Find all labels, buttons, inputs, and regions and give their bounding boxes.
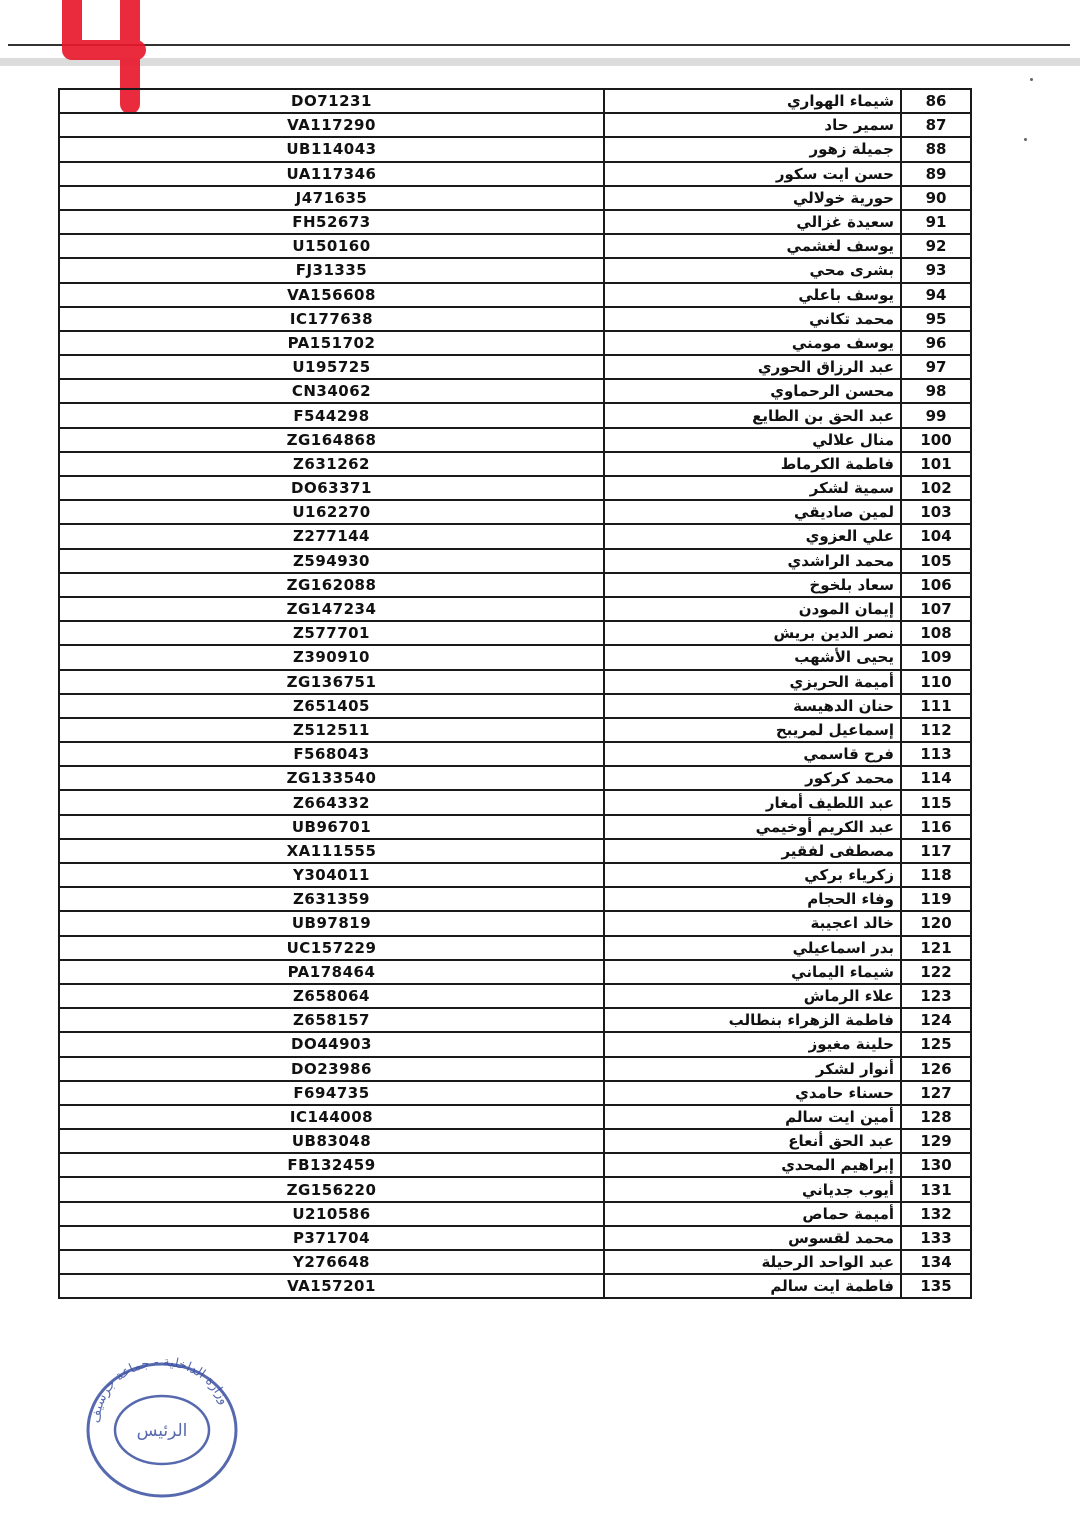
- table-row: [59, 936, 971, 960]
- table-row: [59, 428, 971, 452]
- number-cell: 113: [901, 742, 971, 766]
- table-row: [59, 573, 971, 597]
- table-row: [59, 1105, 971, 1129]
- number-cell: 103: [901, 500, 971, 524]
- id-cell: XA111555: [59, 839, 604, 863]
- table-row: [59, 694, 971, 718]
- name-cell: إبراهيم المحدي: [604, 1153, 901, 1177]
- id-cell: ZG156220: [59, 1177, 604, 1201]
- table-row: [59, 379, 971, 403]
- name-cell: عبد الحق بن الطايع: [604, 403, 901, 427]
- table-row: [59, 1129, 971, 1153]
- name-cell: أمين ايت سالم: [604, 1105, 901, 1129]
- name-cell: محمد تكاني: [604, 307, 901, 331]
- id-cell: FJ31335: [59, 258, 604, 282]
- name-cell: حسناء حامدي: [604, 1081, 901, 1105]
- table-row: [59, 137, 971, 161]
- name-cell: عبد الحق أنعاع: [604, 1129, 901, 1153]
- table-row: [59, 186, 971, 210]
- name-cell: وفاء الحجام: [604, 887, 901, 911]
- table-row: [59, 1008, 971, 1032]
- table-row: [59, 718, 971, 742]
- table-row: [59, 476, 971, 500]
- table-row: [59, 911, 971, 935]
- number-cell: 133: [901, 1226, 971, 1250]
- id-cell: Z631262: [59, 452, 604, 476]
- table-row: [59, 1250, 971, 1274]
- id-cell: Z277144: [59, 524, 604, 548]
- number-cell: 118: [901, 863, 971, 887]
- number-cell: 114: [901, 766, 971, 790]
- number-cell: 86: [901, 89, 971, 113]
- previous-page-rule: [8, 44, 1070, 46]
- id-cell: Z390910: [59, 645, 604, 669]
- id-cell: UB96701: [59, 815, 604, 839]
- id-cell: UA117346: [59, 162, 604, 186]
- number-cell: 90: [901, 186, 971, 210]
- name-cell: يوسف لغشمي: [604, 234, 901, 258]
- name-cell: شيماء الهواري: [604, 89, 901, 113]
- id-cell: VA156608: [59, 283, 604, 307]
- name-cell: بدر اسماعيلي: [604, 936, 901, 960]
- id-cell: F568043: [59, 742, 604, 766]
- id-cell: Z512511: [59, 718, 604, 742]
- number-cell: 91: [901, 210, 971, 234]
- table-row: [59, 670, 971, 694]
- speck: [1030, 78, 1033, 81]
- name-cell: خالد اعجيبة: [604, 911, 901, 935]
- name-cell: حورية خولالي: [604, 186, 901, 210]
- table-row: [59, 162, 971, 186]
- name-cell: شيماء اليماني: [604, 960, 901, 984]
- number-cell: 104: [901, 524, 971, 548]
- number-cell: 105: [901, 549, 971, 573]
- name-cell: أنوار لشكر: [604, 1057, 901, 1081]
- name-cell: يوسف مومني: [604, 331, 901, 355]
- id-cell: F544298: [59, 403, 604, 427]
- number-cell: 135: [901, 1274, 971, 1298]
- id-cell: DO71231: [59, 89, 604, 113]
- table-row: [59, 984, 971, 1008]
- id-cell: U162270: [59, 500, 604, 524]
- id-cell: VA157201: [59, 1274, 604, 1298]
- id-cell: Z658157: [59, 1008, 604, 1032]
- number-cell: 129: [901, 1129, 971, 1153]
- table-row: [59, 452, 971, 476]
- id-cell: J471635: [59, 186, 604, 210]
- table-row: [59, 355, 971, 379]
- id-cell: U195725: [59, 355, 604, 379]
- roster-body: [59, 89, 971, 1298]
- table-row: [59, 1057, 971, 1081]
- name-cell: سعيدة غزالي: [604, 210, 901, 234]
- number-cell: 130: [901, 1153, 971, 1177]
- id-cell: DO23986: [59, 1057, 604, 1081]
- id-cell: UB97819: [59, 911, 604, 935]
- number-cell: 128: [901, 1105, 971, 1129]
- number-cell: 111: [901, 694, 971, 718]
- table-row: [59, 863, 971, 887]
- table-row: [59, 89, 971, 113]
- table-row: [59, 258, 971, 282]
- id-cell: IC144008: [59, 1105, 604, 1129]
- table-row: [59, 960, 971, 984]
- number-cell: 134: [901, 1250, 971, 1274]
- number-cell: 98: [901, 379, 971, 403]
- stamp-center-text: الرئيس: [136, 1421, 188, 1441]
- table-row: [59, 645, 971, 669]
- table-row: [59, 331, 971, 355]
- table-row: [59, 1153, 971, 1177]
- number-cell: 87: [901, 113, 971, 137]
- official-stamp: [82, 1356, 244, 1506]
- name-cell: علي العزوي: [604, 524, 901, 548]
- number-cell: 125: [901, 1032, 971, 1056]
- number-cell: 124: [901, 1008, 971, 1032]
- table-row: [59, 742, 971, 766]
- number-cell: 106: [901, 573, 971, 597]
- name-cell: حنان الدهيسة: [604, 694, 901, 718]
- table-row: [59, 766, 971, 790]
- table-row: [59, 887, 971, 911]
- table-row: [59, 597, 971, 621]
- table-row: [59, 403, 971, 427]
- name-cell: حلينة مغيوز: [604, 1032, 901, 1056]
- name-cell: علاء الرماش: [604, 984, 901, 1008]
- roster-table: [58, 88, 972, 1299]
- name-cell: سمية لشكر: [604, 476, 901, 500]
- name-cell: نصر الدين بريش: [604, 621, 901, 645]
- name-cell: فاطمة الكرماط: [604, 452, 901, 476]
- name-cell: عبد الواحد الرحيلة: [604, 1250, 901, 1274]
- id-cell: CN34062: [59, 379, 604, 403]
- id-cell: Z594930: [59, 549, 604, 573]
- number-cell: 107: [901, 597, 971, 621]
- table-row: [59, 1226, 971, 1250]
- number-cell: 132: [901, 1202, 971, 1226]
- table-row: [59, 1177, 971, 1201]
- table-row: [59, 621, 971, 645]
- id-cell: Y304011: [59, 863, 604, 887]
- number-cell: 109: [901, 645, 971, 669]
- id-cell: VA117290: [59, 113, 604, 137]
- number-cell: 120: [901, 911, 971, 935]
- name-cell: عبد اللطيف أمغار: [604, 790, 901, 814]
- table-row: [59, 1202, 971, 1226]
- number-cell: 97: [901, 355, 971, 379]
- number-cell: 100: [901, 428, 971, 452]
- table-row: [59, 815, 971, 839]
- name-cell: منال علالي: [604, 428, 901, 452]
- number-cell: 92: [901, 234, 971, 258]
- table-row: [59, 524, 971, 548]
- name-cell: محسن الرحماوي: [604, 379, 901, 403]
- number-cell: 96: [901, 331, 971, 355]
- id-cell: PA151702: [59, 331, 604, 355]
- name-cell: عبد الكريم أوخيمي: [604, 815, 901, 839]
- number-cell: 116: [901, 815, 971, 839]
- number-cell: 112: [901, 718, 971, 742]
- name-cell: حسن ايت سكور: [604, 162, 901, 186]
- table-row: [59, 549, 971, 573]
- name-cell: محمد كركور: [604, 766, 901, 790]
- id-cell: FH52673: [59, 210, 604, 234]
- id-cell: Y276648: [59, 1250, 604, 1274]
- name-cell: فرح قاسمي: [604, 742, 901, 766]
- table-row: [59, 283, 971, 307]
- name-cell: لمين صاديقي: [604, 500, 901, 524]
- name-cell: محمد الراشدي: [604, 549, 901, 573]
- id-cell: IC177638: [59, 307, 604, 331]
- number-cell: 94: [901, 283, 971, 307]
- name-cell: إيمان المودن: [604, 597, 901, 621]
- table-row: [59, 790, 971, 814]
- id-cell: FB132459: [59, 1153, 604, 1177]
- page-gap: [0, 58, 1080, 66]
- number-cell: 101: [901, 452, 971, 476]
- number-cell: 93: [901, 258, 971, 282]
- number-cell: 117: [901, 839, 971, 863]
- id-cell: Z577701: [59, 621, 604, 645]
- id-cell: F694735: [59, 1081, 604, 1105]
- name-cell: جميلة زهور: [604, 137, 901, 161]
- id-cell: Z658064: [59, 984, 604, 1008]
- id-cell: U150160: [59, 234, 604, 258]
- name-cell: يوسف باعلي: [604, 283, 901, 307]
- name-cell: مصطفى لفقير: [604, 839, 901, 863]
- name-cell: بشرى محي: [604, 258, 901, 282]
- name-cell: أميمة حماص: [604, 1202, 901, 1226]
- speck: [1024, 138, 1027, 141]
- id-cell: U210586: [59, 1202, 604, 1226]
- table-row: [59, 1032, 971, 1056]
- number-cell: 110: [901, 670, 971, 694]
- number-cell: 122: [901, 960, 971, 984]
- table-row: [59, 839, 971, 863]
- id-cell: ZG133540: [59, 766, 604, 790]
- number-cell: 127: [901, 1081, 971, 1105]
- number-cell: 108: [901, 621, 971, 645]
- name-cell: يحيى الأشهب: [604, 645, 901, 669]
- table-row: [59, 234, 971, 258]
- table-row: [59, 307, 971, 331]
- id-cell: DO63371: [59, 476, 604, 500]
- id-cell: Z664332: [59, 790, 604, 814]
- name-cell: سعاد بلخوخ: [604, 573, 901, 597]
- id-cell: ZG164868: [59, 428, 604, 452]
- number-cell: 123: [901, 984, 971, 1008]
- table-row: [59, 1274, 971, 1298]
- name-cell: فاطمة ايت سالم: [604, 1274, 901, 1298]
- stamp-outer-text: وزارة الداخلية - جماعة جرسيف: [88, 1356, 232, 1424]
- table-row: [59, 210, 971, 234]
- table-row: [59, 500, 971, 524]
- id-cell: UC157229: [59, 936, 604, 960]
- id-cell: ZG147234: [59, 597, 604, 621]
- previous-page-strip: [0, 0, 1080, 58]
- name-cell: سمير حاد: [604, 113, 901, 137]
- name-cell: زكرياء بركي: [604, 863, 901, 887]
- name-cell: أيوب جدياني: [604, 1177, 901, 1201]
- number-cell: 102: [901, 476, 971, 500]
- name-cell: عبد الرزاق الحوري: [604, 355, 901, 379]
- name-cell: إسماعيل لمريبح: [604, 718, 901, 742]
- number-cell: 89: [901, 162, 971, 186]
- number-cell: 119: [901, 887, 971, 911]
- id-cell: Z651405: [59, 694, 604, 718]
- table-row: [59, 1081, 971, 1105]
- name-cell: أميمة الحريزي: [604, 670, 901, 694]
- id-cell: PA178464: [59, 960, 604, 984]
- number-cell: 121: [901, 936, 971, 960]
- id-cell: UB83048: [59, 1129, 604, 1153]
- id-cell: P371704: [59, 1226, 604, 1250]
- id-cell: ZG162088: [59, 573, 604, 597]
- id-cell: Z631359: [59, 887, 604, 911]
- table-row: [59, 113, 971, 137]
- id-cell: DO44903: [59, 1032, 604, 1056]
- number-cell: 88: [901, 137, 971, 161]
- number-cell: 99: [901, 403, 971, 427]
- number-cell: 95: [901, 307, 971, 331]
- number-cell: 115: [901, 790, 971, 814]
- name-cell: محمد لقسوس: [604, 1226, 901, 1250]
- number-cell: 131: [901, 1177, 971, 1201]
- name-cell: فاطمة الزهراء بنطالب: [604, 1008, 901, 1032]
- number-cell: 126: [901, 1057, 971, 1081]
- id-cell: UB114043: [59, 137, 604, 161]
- id-cell: ZG136751: [59, 670, 604, 694]
